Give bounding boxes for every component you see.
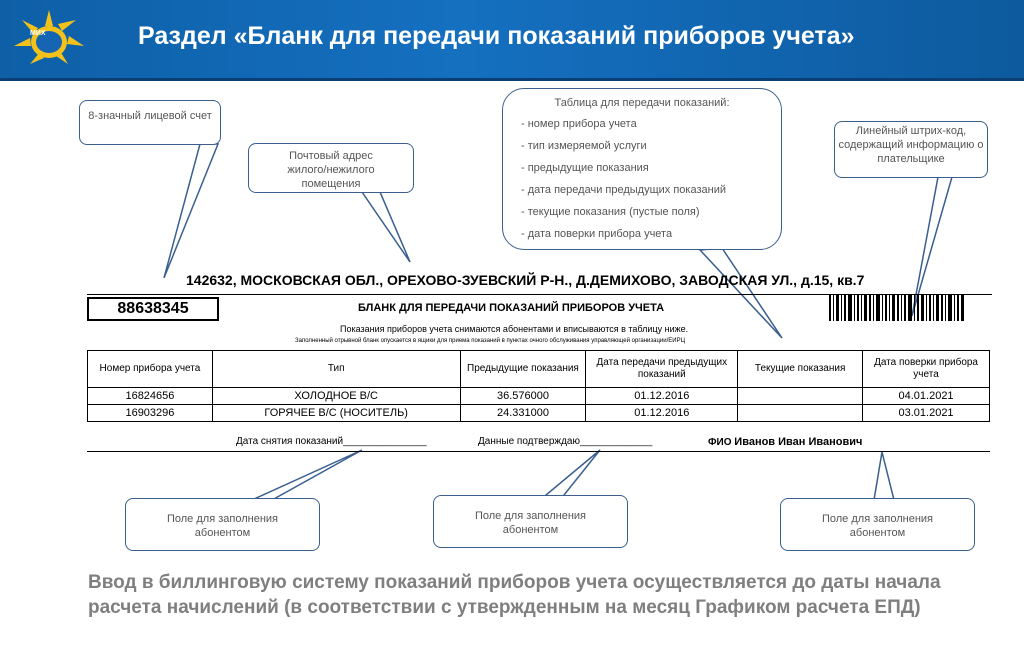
callout-table-item: - предыдущие показания	[521, 162, 649, 174]
meter-readings-table	[87, 350, 990, 422]
callout-field-date	[125, 498, 320, 551]
previous-date-cell: 01.12.2016	[586, 388, 738, 405]
callout-address	[248, 143, 414, 193]
callout-table-item: - тип измеряемой услуги	[521, 140, 647, 152]
callout-address-text: Почтовый адрес жилого/нежилого помещения	[287, 150, 375, 190]
form-title: БЛАНК ДЛЯ ПЕРЕДАЧИ ПОКАЗАНИЙ ПРИБОРОВ УЧЕТА	[358, 302, 665, 314]
pointer-account	[164, 144, 218, 278]
pointer-field1	[252, 450, 362, 500]
verification-date-cell: 04.01.2021	[863, 388, 990, 405]
callout-table-fields	[502, 88, 782, 250]
verification-date-cell: 03.01.2021	[863, 405, 990, 422]
postal-address: 142632, МОСКОВСКАЯ ОБЛ., ОРЕХОВО-ЗУЕВСКИЙ Р-Н., Д.ДЕМИХОВО, ЗАВОДСКАЯ УЛ., д.15, кв.7	[186, 272, 865, 288]
callout-account-text: 8-значный лицевой счет	[88, 110, 212, 122]
callout-field-date-text: Поле для заполнения абонентом	[166, 513, 278, 539]
callout-table-item: - дата передачи предыдущих показаний	[521, 184, 726, 196]
fio-value: Иванов Иван Иванович	[734, 436, 863, 448]
barcode-icon	[829, 295, 964, 321]
column-header: Дата передачи предыдущих показаний	[586, 351, 738, 388]
signature-rule	[87, 451, 990, 452]
account-number: 88638345	[87, 297, 219, 321]
meter-number-cell: 16824656	[88, 388, 213, 405]
table-row	[88, 388, 990, 405]
service-type-cell: ХОЛОДНОЕ В/С	[212, 388, 460, 405]
column-header: Тип	[212, 351, 460, 388]
table-header-row	[88, 351, 990, 388]
logo-text: МИХ	[30, 30, 46, 37]
callout-field-confirm-text: Поле для заполнения абонентом	[474, 510, 586, 536]
fio-field[interactable]	[708, 436, 862, 448]
pointer-field3	[874, 452, 894, 500]
service-type-cell: ГОРЯЧЕЕ В/С (НОСИТЕЛЬ)	[212, 405, 460, 422]
callout-field-confirm	[433, 495, 628, 548]
callout-account	[79, 100, 221, 145]
previous-reading-cell: 24.331000	[460, 405, 586, 422]
confirm-field[interactable]: Данные подтверждаю_____________	[478, 436, 653, 447]
fio-label: ФИО	[708, 437, 732, 448]
callout-table-item: - дата поверки прибора учета	[521, 228, 673, 240]
current-reading-input[interactable]	[738, 405, 863, 422]
previous-reading-cell: 36.576000	[460, 388, 586, 405]
column-header: Предыдущие показания	[460, 351, 586, 388]
column-header: Текущие показания	[738, 351, 863, 388]
pointer-table	[700, 248, 782, 338]
footer-text: Ввод в биллинговую систему показаний приборов учета осуществляется до даты начала расчета начислений (в соответствии с утвержденным на месяц Графиком расчета ЕПД)	[88, 572, 941, 618]
column-header: Номер прибора учета	[88, 351, 213, 388]
instruction-note: Показания приборов учета снимаются абонентами и вписываются в таблицу ниже.	[340, 324, 689, 334]
column-header: Дата поверки прибора учета	[863, 351, 990, 388]
callout-table-item: - номер прибора учета	[521, 118, 637, 130]
callout-field-fio	[780, 498, 975, 551]
table-row	[88, 405, 990, 422]
callout-field-fio-text: Поле для заполнения абонентом	[821, 513, 933, 539]
callout-barcode	[834, 121, 988, 178]
current-reading-input[interactable]	[738, 388, 863, 405]
meter-number-cell: 16903296	[88, 405, 213, 422]
pointer-address	[362, 192, 410, 262]
reading-date-field[interactable]: Дата снятия показаний_______________	[236, 436, 427, 447]
callout-table-item: - текущие показания (пустые поля)	[521, 206, 700, 218]
previous-date-cell: 01.12.2016	[586, 405, 738, 422]
pointer-field2	[540, 450, 600, 500]
page-title: Раздел «Бланк для передачи показаний приборов учета»	[138, 22, 855, 50]
callout-barcode-text: Линейный штрих-код, содержащий информацию о плательщике	[838, 125, 984, 165]
callout-table-title: Таблица для передачи показаний:	[554, 97, 730, 109]
submission-note: Заполненный отрывной бланк опускается в ящики для приема показаний в пунктах очного обслуживания управляющей организации/ЕИРЦ	[295, 338, 686, 344]
